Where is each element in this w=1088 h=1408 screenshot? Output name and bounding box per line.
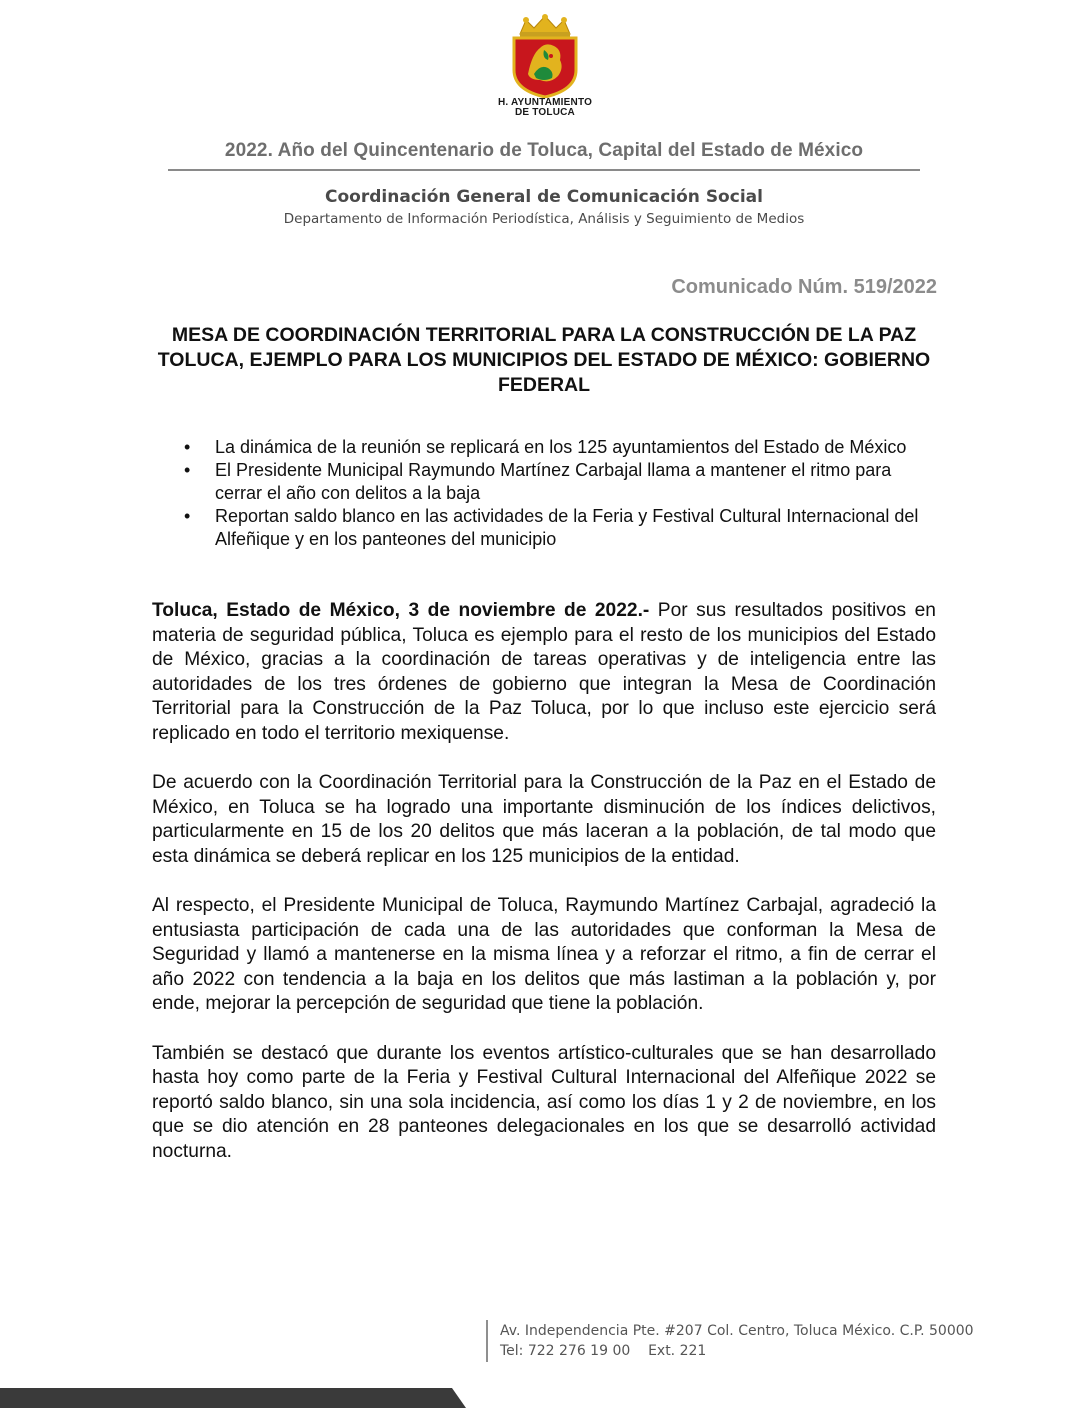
- footer-contact: [500, 1321, 974, 1361]
- dateline: Toluca, Estado de México, 3 de noviembre de 2022.-: [152, 600, 650, 621]
- year-title: 2022. Año del Quincentenario de Toluca, Capital del Estado de México: [224, 140, 864, 161]
- body-paragraph: También se destacó que durante los eventos artístico-culturales que se han desarrollado hasta hoy como parte de la Feria y Festival Cultural Internacional del Alfeñique 2022 se reportó saldo blanco, sin una sola incidencia, así como los días 1 y 2 de noviembre, en los que se dio atención en 28 panteones delegacionales en los que se desarrolló actividad nocturna.: [152, 1042, 936, 1162]
- bullet-item: [152, 436, 936, 459]
- logo-caption: [480, 98, 610, 118]
- footer-bar: [0, 1388, 466, 1408]
- logo-caption-line2: DE TOLUCA: [515, 107, 575, 118]
- headline: MESA DE COORDINACIÓN TERRITORIAL PARA LA CONSTRUCCIÓN DE LA PAZ TOLUCA, EJEMPLO PARA LOS MUNICIPIOS DEL ESTADO DE MÉXICO: GOBIERNO FEDERAL: [157, 324, 931, 396]
- paragraph-text: Por sus resultados positivos en materia de seguridad pública, Toluca es ejemplo para el resto de los municipios del Estado de México, gracias a la coordinación de tareas operativas y de inteligencia entre las autoridades de los tres órdenes de gobierno que integran la Mesa de Coordinación Territorial para la Construcción de la Paz Toluca, por lo que incluso este ejercicio será replicado en todo el territorio mexiquense.: [152, 600, 936, 744]
- bullet-marker: •: [184, 506, 191, 526]
- bullet-item: [152, 505, 936, 551]
- body-paragraph: [152, 599, 936, 746]
- coat-of-arms-icon: [506, 14, 584, 98]
- department-subtitle: Departamento de Información Periodística, Análisis y Seguimiento de Medios: [283, 211, 805, 227]
- release-number: Comunicado Núm. 519/2022: [671, 276, 937, 298]
- department-title: Coordinación General de Comunicación Social: [325, 187, 763, 207]
- body-paragraph: Al respecto, el Presidente Municipal de Toluca, Raymundo Martínez Carbajal, agradeció la entusiasta participación de cada una de las autoridades que conforman la Mesa de Seguridad y llamó a mantenerse en la misma línea y a reforzar el ritmo, a fin de cerrar el año 2022 con tendencia a la baja en los delitos que más lastiman a la población y, por ende, mejorar la percepción de seguridad que tiene la población.: [152, 895, 936, 1014]
- bullet-marker: •: [184, 460, 191, 480]
- footer-divider: [486, 1320, 488, 1362]
- bullet-item: [152, 459, 936, 505]
- article-body: [152, 599, 936, 1189]
- bullet-marker: •: [184, 437, 191, 457]
- bullet-text: El Presidente Municipal Raymundo Martínez Carbajal llama a mantener el ritmo para cerrar el año con delitos a la baja: [215, 460, 892, 503]
- logo-caption-line1: H. AYUNTAMIENTO: [497, 97, 593, 108]
- municipal-logo: [497, 14, 593, 124]
- footer-address-line: Av. Independencia Pte. #207 Col. Centro, Toluca México. C.P. 50000: [500, 1323, 974, 1339]
- bullet-text: La dinámica de la reunión se replicará en los 125 ayuntamientos del Estado de México: [215, 437, 907, 457]
- bullet-text: Reportan saldo blanco en las actividades de la Feria y Festival Cultural Internacional del Alfeñique y en los panteones del municipio: [215, 506, 919, 549]
- footer-phone-line: Tel: 722 276 19 00 Ext. 221: [500, 1343, 707, 1359]
- summary-bullets: [152, 436, 936, 551]
- header-divider: [168, 169, 920, 171]
- body-paragraph: De acuerdo con la Coordinación Territorial para la Construcción de la Paz en el Estado de México, en Toluca se ha logrado una importante disminución de los índices delictivos, particularmente en 15 de los 20 delitos que más laceran a la población, de tal modo que esta dinámica se deberá replicar en los 125 municipios de la entidad.: [152, 772, 936, 867]
